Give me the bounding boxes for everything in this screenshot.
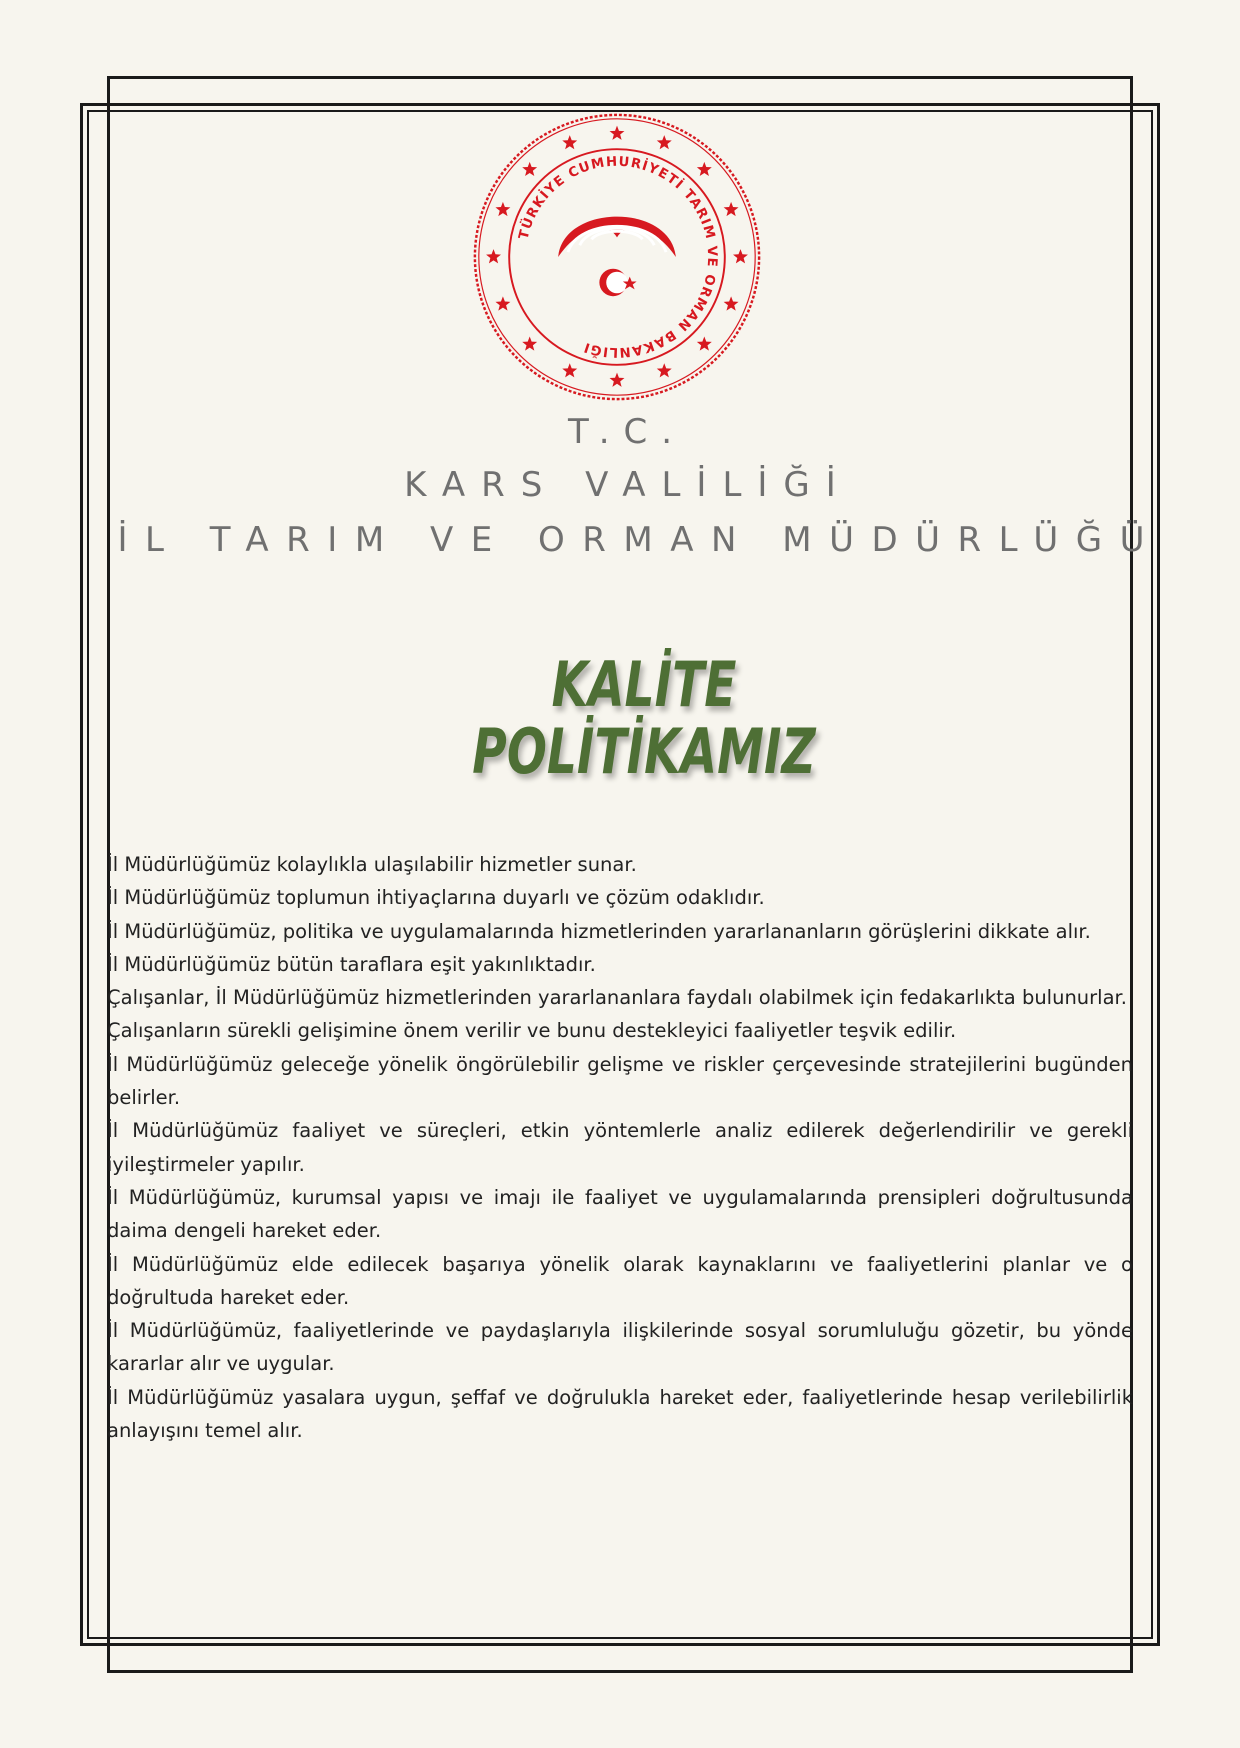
seal-star-icon — [562, 363, 577, 377]
header-directorate: İL TARIM VE ORMAN MÜDÜRLÜĞÜ — [117, 520, 1163, 560]
seal-star-icon — [610, 373, 625, 387]
seal-star-icon — [495, 202, 510, 216]
policy-item: Çalışanların sürekli gelişimine önem verilir ve bunu destekleyici faaliyetler teşvik edilir. — [107, 1019, 957, 1043]
seal-star-icon — [697, 162, 712, 176]
seal-star-icon — [522, 162, 537, 176]
policy-item: İl Müdürlüğümüz bütün taraflara eşit yakınlıktadır. — [107, 952, 596, 976]
policy-item: İl Müdürlüğümüz kolaylıkla ulaşılabilir hizmetler sunar. — [107, 853, 637, 876]
policy-item: İl Müdürlüğümüz toplumun ihtiyaçlarına duyarlı ve çözüm odaklıdır. — [107, 886, 765, 910]
seal-arch-icon — [558, 217, 676, 257]
policy-item: İl Müdürlüğümüz faaliyet ve süreçleri, etkin yöntemlerle analiz edilerek değerlendirilir ve gerekli iyileştirmeler yapılır. — [107, 1119, 1133, 1176]
policy-item: İl Müdürlüğümüz yasalara uygun, şeffaf ve doğrulukla hareket eder, faaliyetlerinde hesap verilebilirlik anlayışını temel alır. — [107, 1385, 1133, 1443]
policy-item: İl Müdürlüğümüz geleceğe yönelik öngörülebilir gelişme ve riskler çerçevesinde stratejilerini bugünden belirler. — [107, 1052, 1133, 1110]
seal-ring-text: TÜRKİYE CUMHURİYETİ TARIM VE ORMAN BAKANLIĞI — [516, 154, 720, 360]
seal-star-icon — [724, 202, 739, 216]
policy-item: İl Müdürlüğümüz elde edilecek başarıya yönelik olarak kaynaklarını ve faaliyetlerini planlar ve o doğrultuda hareket eder. — [107, 1252, 1133, 1309]
seal-star-icon — [522, 336, 537, 350]
page-title-line2: POLİTİKAMIZ — [472, 715, 816, 788]
ministry-seal-logo — [470, 110, 764, 404]
header-governorship: KARS VALİLİĞİ — [404, 465, 852, 505]
seal-star-icon — [495, 296, 510, 310]
seal-star-icon — [486, 249, 501, 263]
header-tc: T.C. — [567, 412, 687, 452]
policy-item: İl Müdürlüğümüz, kurumsal yapısı ve imajı ile faaliyet ve uygulamalarında prensipleri doğrultusunda daima dengeli hareket eder. — [107, 1185, 1133, 1243]
seal-star-icon — [657, 135, 672, 149]
seal-star-icon — [697, 336, 712, 350]
seal-star-icon — [733, 249, 748, 263]
policy-item: İl Müdürlüğümüz, politika ve uygulamalarında hizmetlerinden yararlananların görüşlerini dikkate alır. — [107, 919, 1091, 943]
policy-list — [107, 848, 1133, 1447]
seal-star-icon — [657, 363, 672, 377]
seal-star-icon — [562, 135, 577, 149]
seal-star-icon — [610, 126, 625, 140]
seal-star-icon — [724, 296, 739, 310]
policy-item: İl Müdürlüğümüz, faaliyetlerinde ve paydaşlarıyla ilişkilerinde sosyal sorumluluğu gözetir, bu yönde kararlar alır ve uygular. — [107, 1319, 1133, 1376]
policy-item: Çalışanlar, İl Müdürlüğümüz hizmetlerinden yararlananlara faydalı olabilmek için fedakarlıkta bulunurlar. — [107, 986, 1127, 1010]
page-title-line1: KALİTE — [551, 648, 737, 721]
